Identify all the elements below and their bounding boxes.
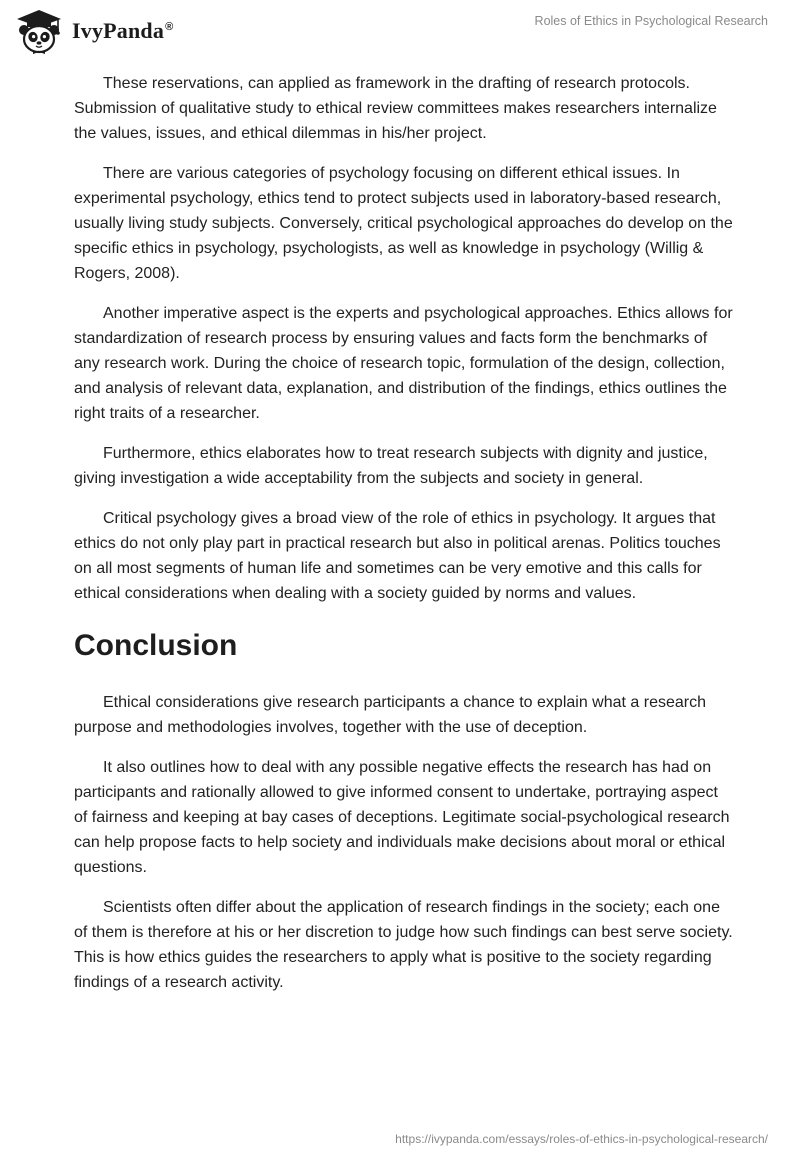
paragraph: Critical psychology gives a broad view of the role of ethics in psychology. It argues that ethics do not only play part in practical research but also in political arenas. Politics touches on all most segments of human life and sometimes can be very emotive and this calls for ethical considerations when dealing with a society guided by norms and values. bbox=[74, 510, 721, 602]
page-header bbox=[0, 0, 800, 62]
registered-mark: ® bbox=[165, 20, 174, 33]
brand-name bbox=[72, 18, 173, 44]
paragraph: These reservations, can applied as framework in the drafting of research protocols. Submission of qualitative study to ethical review committees makes researchers internalize the values, issues, and ethical dilemmas in his/her project. bbox=[74, 75, 717, 142]
paragraph: It also outlines how to deal with any possible negative effects the research has had on participants and rationally allowed to give informed consent to undertake, portraying aspect of fairness and keeping at bay cases of deceptions. Legitimate social-psychological research can help propose facts to help society and individuals make decisions about moral or ethical questions. bbox=[74, 759, 730, 876]
ivypanda-logo[interactable] bbox=[14, 8, 173, 54]
paragraph: Furthermore, ethics elaborates how to treat research subjects with dignity and justice, giving investigation a wide acceptability from the subjects and society in general. bbox=[74, 445, 708, 487]
paragraph: Scientists often differ about the application of research findings in the society; each one of them is therefore at his or her discretion to judge how such findings can best serve society. This is how ethics guides the researchers to apply what is positive to the society regarding findings of a research activity. bbox=[74, 899, 733, 991]
paragraph: Another imperative aspect is the experts and psychological approaches. Ethics allows for standardization of research process by ensuring values and facts form the benchmarks of any research work. During the choice of research topic, formulation of the design, collection, and analysis of relevant data, explanation, and distribution of the findings, ethics outlines the right traits of a researcher. bbox=[74, 305, 733, 422]
brand-name-text: IvyPanda bbox=[72, 18, 165, 43]
essay-body bbox=[74, 71, 734, 1010]
paragraph: Ethical considerations give research participants a chance to explain what a research purpose and methodologies involves, together with the use of deception. bbox=[74, 694, 706, 736]
source-url[interactable]: https://ivypanda.com/essays/roles-of-ethics-in-psychological-research/ bbox=[395, 1132, 768, 1146]
paragraph: There are various categories of psychology focusing on different ethical issues. In experimental psychology, ethics tend to protect subjects used in laboratory-based research, usually living study subjects. Conversely, critical psychological approaches do develop on the specific ethics in psychology, psychologists, as well as knowledge in psychology (Willig & Rogers, 2008). bbox=[74, 165, 733, 282]
panda-graduate-icon bbox=[14, 8, 64, 54]
conclusion-heading: Conclusion bbox=[74, 629, 238, 662]
document-title: Roles of Ethics in Psychological Research bbox=[534, 14, 768, 28]
